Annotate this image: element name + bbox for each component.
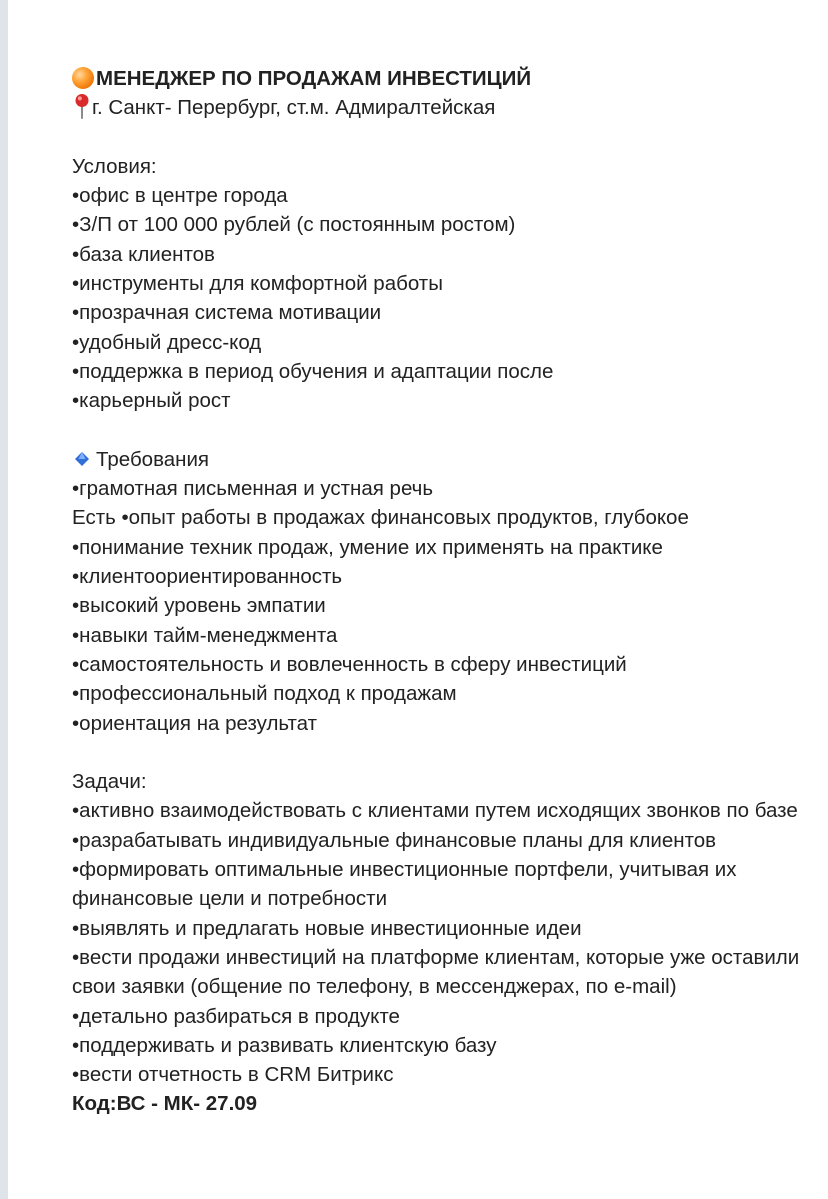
- list-item: •прозрачная система мотивации: [72, 301, 382, 325]
- list-item: •поддержка в период обучения и адаптации после: [72, 359, 554, 383]
- list-item: •офис в центре города: [72, 184, 288, 208]
- list-item: •поддерживать и развивать клиентскую базу: [72, 1033, 497, 1057]
- spacer: [72, 123, 812, 152]
- list-item: •база клиентов: [72, 242, 215, 266]
- requirements-list: [72, 474, 812, 738]
- list-item: •З/П от 100 000 рублей (с постоянным ростом): [72, 213, 516, 237]
- message-card: [8, 0, 828, 1199]
- conditions-list: [72, 181, 812, 415]
- list-item: •детально разбираться в продукте: [72, 1004, 400, 1028]
- list-item: •профессиональный подход к продажам: [72, 682, 457, 706]
- round-pushpin-icon: [72, 93, 92, 119]
- spacer: [72, 738, 812, 767]
- location-text: г. Санкт- Перербург, ст.м. Адмиралтейская: [92, 96, 496, 120]
- left-edge: [0, 0, 8, 1199]
- requirements-heading: Требования: [96, 447, 210, 471]
- spacer: [72, 416, 812, 445]
- list-item: •клиентоориентированность: [72, 565, 343, 589]
- list-item: •вести продажи инвестиций на платформе клиентам, которые уже оставили свои заявки (общение по телефону, в мессенджерах, по e-mail): [72, 945, 805, 999]
- list-item: •высокий уровень эмпатии: [72, 594, 326, 618]
- list-item: •разрабатывать индивидуальные финансовые планы для клиентов: [72, 828, 717, 852]
- small-blue-diamond-icon: [72, 449, 92, 469]
- conditions-heading: Условия:: [72, 154, 157, 178]
- list-item: •инструменты для комфортной работы: [72, 272, 443, 296]
- list-item: •выявлять и предлагать новые инвестиционные идеи: [72, 916, 582, 940]
- list-item: •понимание техник продаж, умение их применять на практике: [72, 535, 663, 559]
- requirements-heading-line: [72, 445, 812, 474]
- job-title: МЕНЕДЖЕР ПО ПРОДАЖАМ ИНВЕСТИЦИЙ: [96, 67, 532, 90]
- list-item: •грамотная письменная и устная речь: [72, 477, 434, 501]
- list-item: •вести отчетность в CRM Битрикс: [72, 1063, 394, 1087]
- tasks-list: [72, 796, 812, 1089]
- list-item: •активно взаимодействовать с клиентами путем исходящих звонков по базе: [72, 799, 798, 823]
- tasks-heading: Задачи:: [72, 770, 147, 794]
- list-item: •удобный дресс-код: [72, 330, 262, 354]
- list-item: •карьерный рост: [72, 389, 231, 413]
- list-item: •ориентация на результат: [72, 711, 317, 735]
- orange-circle-icon: [72, 67, 94, 89]
- location-line: [72, 93, 812, 122]
- message-text: [72, 64, 812, 1119]
- title-line: [72, 64, 812, 93]
- list-item: •самостоятельность и вовлеченность в сферу инвестиций: [72, 652, 627, 676]
- list-item: •навыки тайм-менеджмента: [72, 623, 338, 647]
- list-item: •формировать оптимальные инвестиционные портфели, учитывая их финансовые цели и потребности: [72, 858, 743, 911]
- vacancy-code: Код:ВС - МК- 27.09: [72, 1092, 258, 1116]
- list-item: Есть •опыт работы в продажах финансовых продуктов, глубокое: [72, 506, 689, 530]
